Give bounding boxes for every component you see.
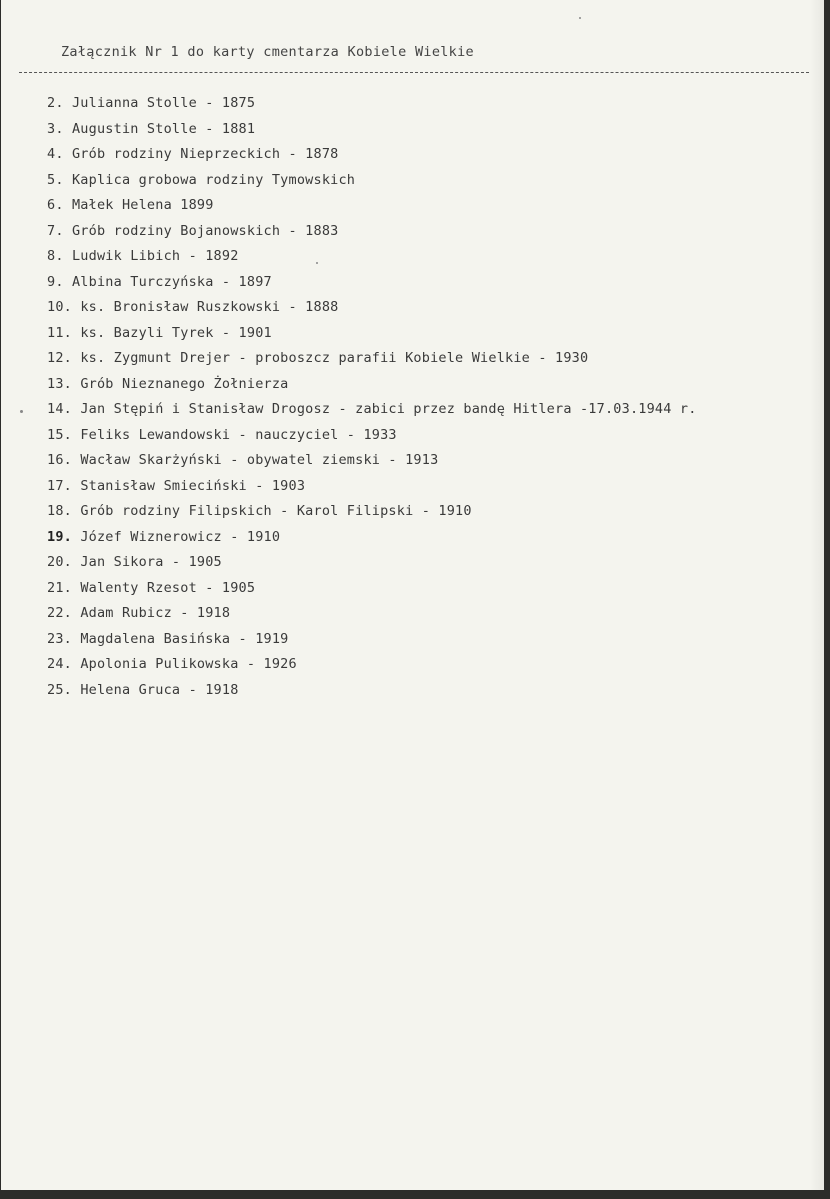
- list-item: [47, 120, 697, 146]
- list-item: [47, 247, 697, 273]
- entry-text: Grób rodziny Filipskich - Karol Filipski - 1910: [80, 503, 472, 519]
- document-page: [1, 0, 824, 1190]
- entry-number: 8.: [47, 248, 64, 264]
- page-speck: [20, 410, 23, 413]
- entry-text: ks. Bazyli Tyrek - 1901: [80, 324, 272, 341]
- entry-list: [47, 94, 697, 706]
- list-item: [47, 426, 697, 452]
- dashed-divider: [19, 72, 809, 73]
- list-item: [47, 451, 697, 477]
- entry-number: 24.: [47, 656, 72, 672]
- entry-number: 2.: [47, 95, 64, 111]
- list-item: [47, 502, 697, 528]
- entry-number: 13.: [47, 375, 72, 392]
- list-item: [47, 273, 697, 299]
- list-item: [47, 681, 697, 707]
- entry-number: 17.: [47, 477, 72, 494]
- entry-text: Józef Wiznerowicz - 1910: [80, 528, 281, 545]
- list-item: [47, 477, 697, 503]
- page-edge-shadow: [810, 0, 824, 1190]
- entry-number: 22.: [47, 605, 72, 621]
- entry-text: Augustin Stolle - 1881: [71, 120, 256, 137]
- entry-number: 6.: [47, 197, 64, 213]
- entry-text: Walenty Rzesot - 1905: [80, 579, 256, 596]
- list-item: [47, 298, 697, 324]
- entry-number: 15.: [47, 426, 72, 443]
- entry-text: Ludwik Libich - 1892: [71, 248, 239, 264]
- list-item: [47, 553, 697, 579]
- entry-number: 25.: [47, 681, 72, 698]
- entry-number: 4.: [47, 146, 64, 162]
- list-item: [47, 375, 697, 401]
- list-item: [47, 145, 697, 171]
- entry-text: Feliks Lewandowski - nauczyciel - 1933: [80, 426, 397, 443]
- entry-number: 10.: [47, 299, 72, 315]
- list-item: [47, 196, 697, 222]
- entry-number: 18.: [47, 503, 72, 519]
- entry-number: 7.: [47, 222, 64, 239]
- entry-text: Grób Nieznanego Żołnierza: [80, 375, 289, 392]
- entry-text: Albina Turczyńska - 1897: [71, 273, 272, 290]
- entry-text: ks. Zygmunt Drejer - proboszcz parafii Kobiele Wielkie - 1930: [80, 350, 589, 366]
- list-item: [47, 94, 697, 120]
- entry-text: Jan Sikora - 1905: [80, 554, 222, 570]
- entry-text: Kaplica grobowa rodziny Tymowskich: [71, 171, 356, 188]
- entry-number: 16.: [47, 452, 72, 468]
- entry-number: 23.: [47, 630, 72, 647]
- entry-number: 19.: [47, 528, 72, 545]
- entry-number: 5.: [47, 171, 64, 188]
- list-item: [47, 630, 697, 656]
- entry-text: Grób rodziny Bojanowskich - 1883: [71, 222, 339, 239]
- page-speck: [316, 262, 318, 264]
- list-item: [47, 604, 697, 630]
- entry-text: Jan Stępiń i Stanisław Drogosz - zabici przez bandę Hitlera -17.03.1944 r.: [80, 401, 697, 417]
- entry-number: 21.: [47, 579, 72, 596]
- entry-number: 11.: [47, 324, 72, 341]
- entry-number: 12.: [47, 350, 72, 366]
- list-item: [47, 579, 697, 605]
- entry-number: 20.: [47, 554, 72, 570]
- entry-text: ks. Bronisław Ruszkowski - 1888: [80, 299, 339, 315]
- list-item: [47, 400, 697, 426]
- entry-text: Stanisław Smieciński - 1903: [80, 477, 306, 494]
- page-speck: [579, 17, 581, 19]
- entry-text: Helena Gruca - 1918: [80, 681, 239, 698]
- list-item: [47, 349, 697, 375]
- entry-number: 14.: [47, 401, 72, 417]
- entry-text: Apolonia Pulikowska - 1926: [80, 656, 297, 672]
- entry-text: Wacław Skarżyński - obywatel ziemski - 1913: [80, 452, 439, 468]
- entry-text: Grób rodziny Nieprzeckich - 1878: [71, 146, 339, 162]
- entry-text: Małek Helena 1899: [71, 197, 214, 213]
- list-item: [47, 324, 697, 350]
- entry-text: Julianna Stolle - 1875: [71, 95, 256, 111]
- list-item: [47, 655, 697, 681]
- page-title: Załącznik Nr 1 do karty cmentarza Kobiele Wielkie: [61, 44, 474, 60]
- entry-text: Magdalena Basińska - 1919: [80, 630, 289, 647]
- entry-number: 3.: [47, 120, 64, 137]
- entry-number: 9.: [47, 273, 64, 290]
- list-item: [47, 528, 697, 554]
- entry-text: Adam Rubicz - 1918: [80, 605, 231, 621]
- list-item: [47, 222, 697, 248]
- list-item: [47, 171, 697, 197]
